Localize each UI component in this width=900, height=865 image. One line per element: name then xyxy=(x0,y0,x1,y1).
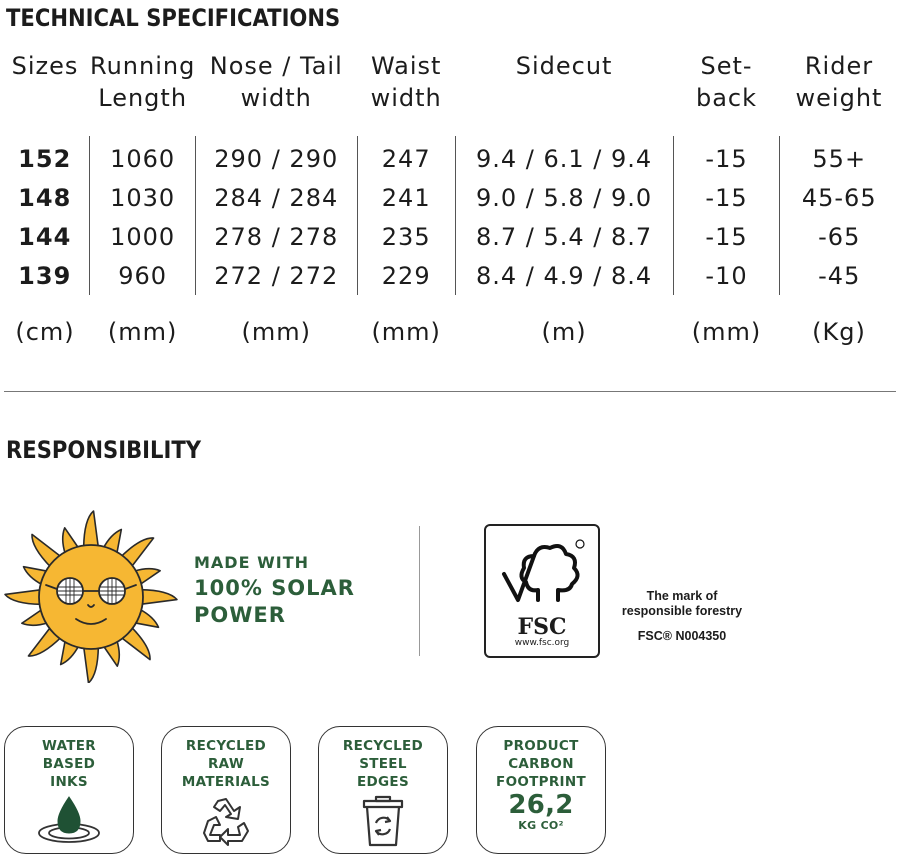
spec-title: TECHNICAL SPECIFICATIONS xyxy=(6,4,341,32)
header-running-length: Running Length xyxy=(89,52,196,112)
fsc-url: www.fsc.org xyxy=(514,638,570,648)
unit-cell: (mm) xyxy=(371,318,441,346)
badge-carbon-footprint xyxy=(476,726,606,854)
setback-cell: -15 xyxy=(673,178,780,217)
sun-ray xyxy=(84,511,99,548)
solar-line-2: 100% SOLAR xyxy=(194,576,355,600)
sidecut-cell: 8.7 / 5.4 / 8.7 xyxy=(455,217,673,256)
setback-cell: -10 xyxy=(673,256,780,295)
solar-line-3: POWER xyxy=(194,603,286,627)
waist-cell: 247 xyxy=(357,136,455,178)
setback-cell: -15 xyxy=(673,136,780,178)
sidecut-cell: 8.4 / 4.9 / 8.4 xyxy=(455,256,673,295)
fsc-label: FSC xyxy=(517,614,567,640)
running-length-cell: 1060 xyxy=(90,136,195,178)
responsibility-title: RESPONSIBILITY xyxy=(6,436,202,464)
header-sizes: Sizes xyxy=(11,52,79,80)
waist-cell: 241 xyxy=(357,178,455,217)
size-cell: 139 xyxy=(18,261,72,290)
table-row xyxy=(0,136,898,178)
recycle-icon xyxy=(198,795,254,847)
size-cell: 144 xyxy=(18,222,72,251)
badge-line: FOOTPRINT xyxy=(496,774,586,790)
badge-line: RECYCLED xyxy=(342,738,424,754)
badge-line: WATER xyxy=(41,738,96,754)
rider-weight-cell: -65 xyxy=(780,217,898,256)
badge-line: STEEL xyxy=(359,756,407,772)
carbon-value: 26,2 xyxy=(508,790,574,820)
sun-ray xyxy=(140,590,177,605)
header-nose-tail-width: Nose / Tail width xyxy=(209,52,343,112)
badge-line: RECYCLED xyxy=(185,738,267,754)
sun-ray xyxy=(5,590,42,605)
unit-cell: (cm) xyxy=(15,318,75,346)
nose-tail-cell: 284 / 284 xyxy=(195,178,357,217)
solar-line-1: MADE WITH xyxy=(194,553,309,572)
header-sidecut: Sidecut xyxy=(515,52,613,80)
sun-ray xyxy=(84,646,99,683)
rider-weight-cell: 45-65 xyxy=(780,178,898,217)
table-row xyxy=(0,178,898,217)
running-length-cell: 1030 xyxy=(90,178,195,217)
table-row xyxy=(0,256,898,295)
carbon-unit: KG CO² xyxy=(518,819,564,832)
nose-tail-cell: 272 / 272 xyxy=(195,256,357,295)
badge-water-based-inks xyxy=(4,726,134,854)
sun-icon xyxy=(2,505,180,683)
header-rider-weight: Rider weight xyxy=(795,52,883,112)
badge-line: PRODUCT xyxy=(503,738,579,754)
badge-line: MATERIALS xyxy=(181,774,271,790)
unit-cell: (mm) xyxy=(691,318,762,346)
unit-cell: (m) xyxy=(541,318,587,346)
rider-weight-cell: -45 xyxy=(780,256,898,295)
fsc-tree-icon xyxy=(494,534,590,616)
section-divider xyxy=(4,391,896,392)
badge-line: EDGES xyxy=(357,774,409,790)
badge-line: CARBON xyxy=(508,756,574,772)
fsc-mark-line-2: responsible forestry xyxy=(621,604,743,618)
spec-table xyxy=(0,50,898,369)
running-length-cell: 960 xyxy=(90,256,195,295)
nose-tail-cell: 278 / 278 xyxy=(195,217,357,256)
setback-cell: -15 xyxy=(673,217,780,256)
badge-recycled-raw-materials xyxy=(161,726,291,854)
header-waist-width: Waist width xyxy=(370,52,442,112)
unit-cell: (mm) xyxy=(241,318,311,346)
water-drop-icon xyxy=(34,795,104,845)
running-length-cell: 1000 xyxy=(90,217,195,256)
unit-cell: (mm) xyxy=(107,318,178,346)
size-cell: 152 xyxy=(18,144,72,173)
badge-line: INKS xyxy=(50,774,88,790)
sidecut-cell: 9.4 / 6.1 / 9.4 xyxy=(455,136,673,178)
spec-header-row xyxy=(0,50,898,136)
units-row xyxy=(0,295,898,369)
waist-cell: 235 xyxy=(357,217,455,256)
badge-line: BASED xyxy=(42,756,96,772)
unit-cell: (Kg) xyxy=(812,318,866,346)
fsc-logo xyxy=(484,524,600,658)
vertical-divider xyxy=(419,526,420,656)
rider-weight-cell: 55+ xyxy=(780,136,898,178)
badge-line: RAW xyxy=(207,756,245,772)
solar-power-text xyxy=(194,551,355,629)
badge-recycled-steel-edges xyxy=(318,726,448,854)
header-setback: Set- back xyxy=(695,52,758,112)
size-cell: 148 xyxy=(18,183,72,212)
sidecut-cell: 9.0 / 5.8 / 9.0 xyxy=(455,178,673,217)
fsc-info xyxy=(612,589,752,644)
table-row xyxy=(0,217,898,256)
recycle-bin-icon xyxy=(358,795,408,847)
waist-cell: 229 xyxy=(357,256,455,295)
fsc-mark-line-1: The mark of xyxy=(646,589,718,603)
fsc-code: FSC® N004350 xyxy=(637,629,727,643)
nose-tail-cell: 290 / 290 xyxy=(195,136,357,178)
